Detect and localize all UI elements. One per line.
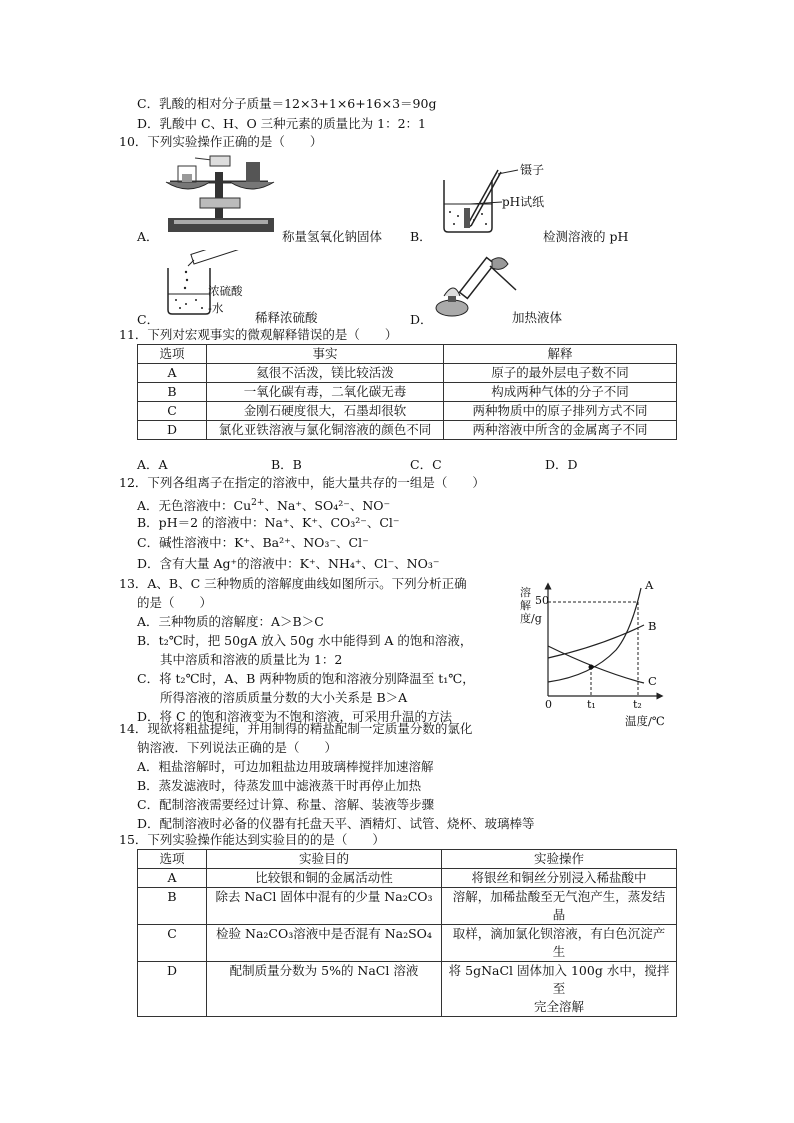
q11-answer-c: C．C [410, 457, 442, 472]
q10-b-letter: B． [410, 229, 432, 244]
label-ph-paper: pH试纸 [502, 195, 545, 209]
table-cell: 氦很不活泼，镁比较活泼 [207, 364, 444, 383]
intersection-point [589, 665, 594, 670]
table-row [138, 869, 677, 888]
q14-option-a: A．粗盐溶解时，可边加粗盐边用玻璃棒搅拌加速溶解 [137, 759, 434, 774]
q15-table [137, 849, 677, 1017]
q12-option-a: A．无色溶液中：$Cu^{2+}$、Na⁺、SO₄²⁻、NO⁻ [137, 498, 391, 514]
table-header: 实验操作 [442, 850, 677, 869]
q9-option-c: C．乳酸的相对分子质量＝12×3+1×6+16×3＝90g [137, 96, 437, 111]
table-header: 事实 [207, 345, 444, 364]
table-cell: C [138, 402, 207, 421]
table-cell: C [138, 925, 207, 962]
table-cell: 构成两种气体的分子不同 [444, 383, 677, 402]
table-header: 实验目的 [207, 850, 442, 869]
chart-xlabel: 温度/℃ [625, 714, 665, 728]
q13-option-b-1: B．t₂℃时，把 50gA 放入 50g 水中能得到 A 的饱和溶液， [137, 633, 473, 648]
q10-d-text: 加热液体 [512, 310, 563, 325]
q14-option-c: C．配制溶液需要经过计算、称量、溶解、装液等步骤 [137, 797, 435, 812]
q10-a-text: 称量氢氧化钠固体 [282, 229, 383, 244]
table-cell: B [138, 383, 207, 402]
table-cell: 氯化亚铁溶液与氯化铜溶液的颜色不同 [207, 421, 444, 440]
curve-a-label: A [645, 578, 654, 592]
chart-origin-label: 0 [545, 698, 552, 711]
label-conc-sulfuric: 浓硫酸 [208, 284, 243, 298]
q10-a-letter: A． [137, 229, 159, 244]
q14-option-d: D．配制溶液时必备的仪器有托盘天平、酒精灯、试管、烧杯、玻璃棒等 [137, 816, 535, 831]
table-row [138, 421, 677, 440]
chart-t2-label: t₂ [633, 698, 642, 711]
q10-c-text: 稀释浓硫酸 [255, 310, 318, 325]
q11-stem: 11．下列对宏观事实的微观解释错误的是（ ） [119, 327, 398, 342]
q10-stem: 10．下列实验操作正确的是（ ） [119, 134, 323, 149]
table-cell: A [138, 364, 207, 383]
q11-answer-a: A．A [137, 457, 168, 472]
chart-y50-label: 50 [535, 594, 549, 607]
table-cell: D [138, 421, 207, 440]
q14-stem-1: 14．现欲将粗盐提纯，并用制得的精盐配制一定质量分数的氯化 [119, 721, 473, 736]
table-cell: 两种物质中的原子排列方式不同 [444, 402, 677, 421]
q13-stem-2: 的是（ ） [137, 595, 213, 610]
table-row [138, 888, 677, 925]
q10-b-text: 检测溶液的 pH [543, 229, 629, 244]
q11-answer-b: B．B [271, 457, 302, 472]
q13-option-c-2: 所得溶液的溶质质量分数的大小关系是 B＞A [160, 690, 408, 705]
q13-option-d: D．将 C 的饱和溶液变为不饱和溶液，可采用升温的方法 [137, 709, 453, 724]
table-cell: 将银丝和铜丝分别浸入稀盐酸中 [442, 869, 677, 888]
q15-stem: 15．下列实验操作能达到实验目的的是（ ） [119, 832, 385, 847]
chart-t1-label: t₁ [587, 698, 596, 711]
q12-stem: 12．下列各组离子在指定的溶液中，能大量共存的一组是（ ） [119, 475, 485, 490]
table-cell: 两种溶液中所含的金属离子不同 [444, 421, 677, 440]
table-row [138, 364, 677, 383]
table-cell: 将 5gNaCl 固体加入 100g 水中，搅拌至 完全溶解 [442, 962, 677, 1017]
curve-c [548, 646, 644, 683]
q12-option-c: C．碱性溶液中：K⁺、Ba²⁺、NO₃⁻、Cl⁻ [137, 535, 369, 550]
q10-c-letter: C． [137, 312, 160, 327]
table-header: 选项 [138, 345, 207, 364]
table-cell: 原子的最外层电子数不同 [444, 364, 677, 383]
curve-c-label: C [648, 674, 657, 688]
q9-option-d: D．乳酸中 C、H、O 三种元素的质量比为 1：2：1 [137, 116, 427, 131]
table-row [138, 402, 677, 421]
q12-option-b: B．pH＝2 的溶液中：Na⁺、K⁺、CO₃²⁻、Cl⁻ [137, 515, 400, 530]
table-cell: 配制质量分数为 5%的 NaCl 溶液 [207, 962, 442, 1017]
table-cell: 检验 Na₂CO₃溶液中是否混有 Na₂SO₄ [207, 925, 442, 962]
curve-b-label: B [648, 619, 657, 633]
q13-option-c-1: C．将 t₂℃时，A、B 两种物质的饱和溶液分别降温至 t₁℃， [137, 671, 475, 686]
table-header-row [138, 345, 677, 364]
q13-option-b-2: 其中溶质和溶液的质量比为 1：2 [160, 652, 343, 667]
table-row [138, 383, 677, 402]
table-header-row [138, 850, 677, 869]
q13-stem-1: 13．A、B、C 三种物质的溶解度曲线如图所示。下列分析正确 [119, 576, 467, 591]
label-water: -水 [208, 301, 224, 315]
q12-option-d: D．含有大量 Ag⁺的溶液中：K⁺、NH₄⁺、Cl⁻、NO₃⁻ [137, 556, 440, 571]
q14-option-b: B．蒸发滤液时，待蒸发皿中滤液蒸干时再停止加热 [137, 778, 422, 793]
table-cell: 溶解，加稀盐酸至无气泡产生，蒸发结 晶 [442, 888, 677, 925]
q13-option-a: A．三种物质的溶解度：A＞B＞C [137, 614, 324, 629]
table-cell: 比较银和铜的金属活动性 [207, 869, 442, 888]
table-cell: 取样，滴加氯化钡溶液，有白色沉淀产 生 [442, 925, 677, 962]
table-row [138, 962, 677, 1017]
chart-ylabel: 溶解度/g [520, 586, 542, 625]
table-header: 解释 [444, 345, 677, 364]
balance-figure [160, 152, 280, 238]
table-cell: D [138, 962, 207, 1017]
q10-d-letter: D． [410, 312, 433, 327]
table-cell: B [138, 888, 207, 925]
table-cell: 除去 NaCl 固体中混有的少量 Na₂CO₃ [207, 888, 442, 925]
q11-answer-d: D．D [545, 457, 578, 472]
table-cell: 一氧化碳有毒，二氧化碳无毒 [207, 383, 444, 402]
label-tweezers: 镊子 [520, 163, 545, 177]
q11-table [137, 344, 677, 440]
table-cell: A [138, 869, 207, 888]
q14-stem-2: 钠溶液．下列说法正确的是（ ） [137, 740, 338, 755]
table-header: 选项 [138, 850, 207, 869]
table-row [138, 925, 677, 962]
table-cell: 金刚石硬度很大，石墨却很软 [207, 402, 444, 421]
